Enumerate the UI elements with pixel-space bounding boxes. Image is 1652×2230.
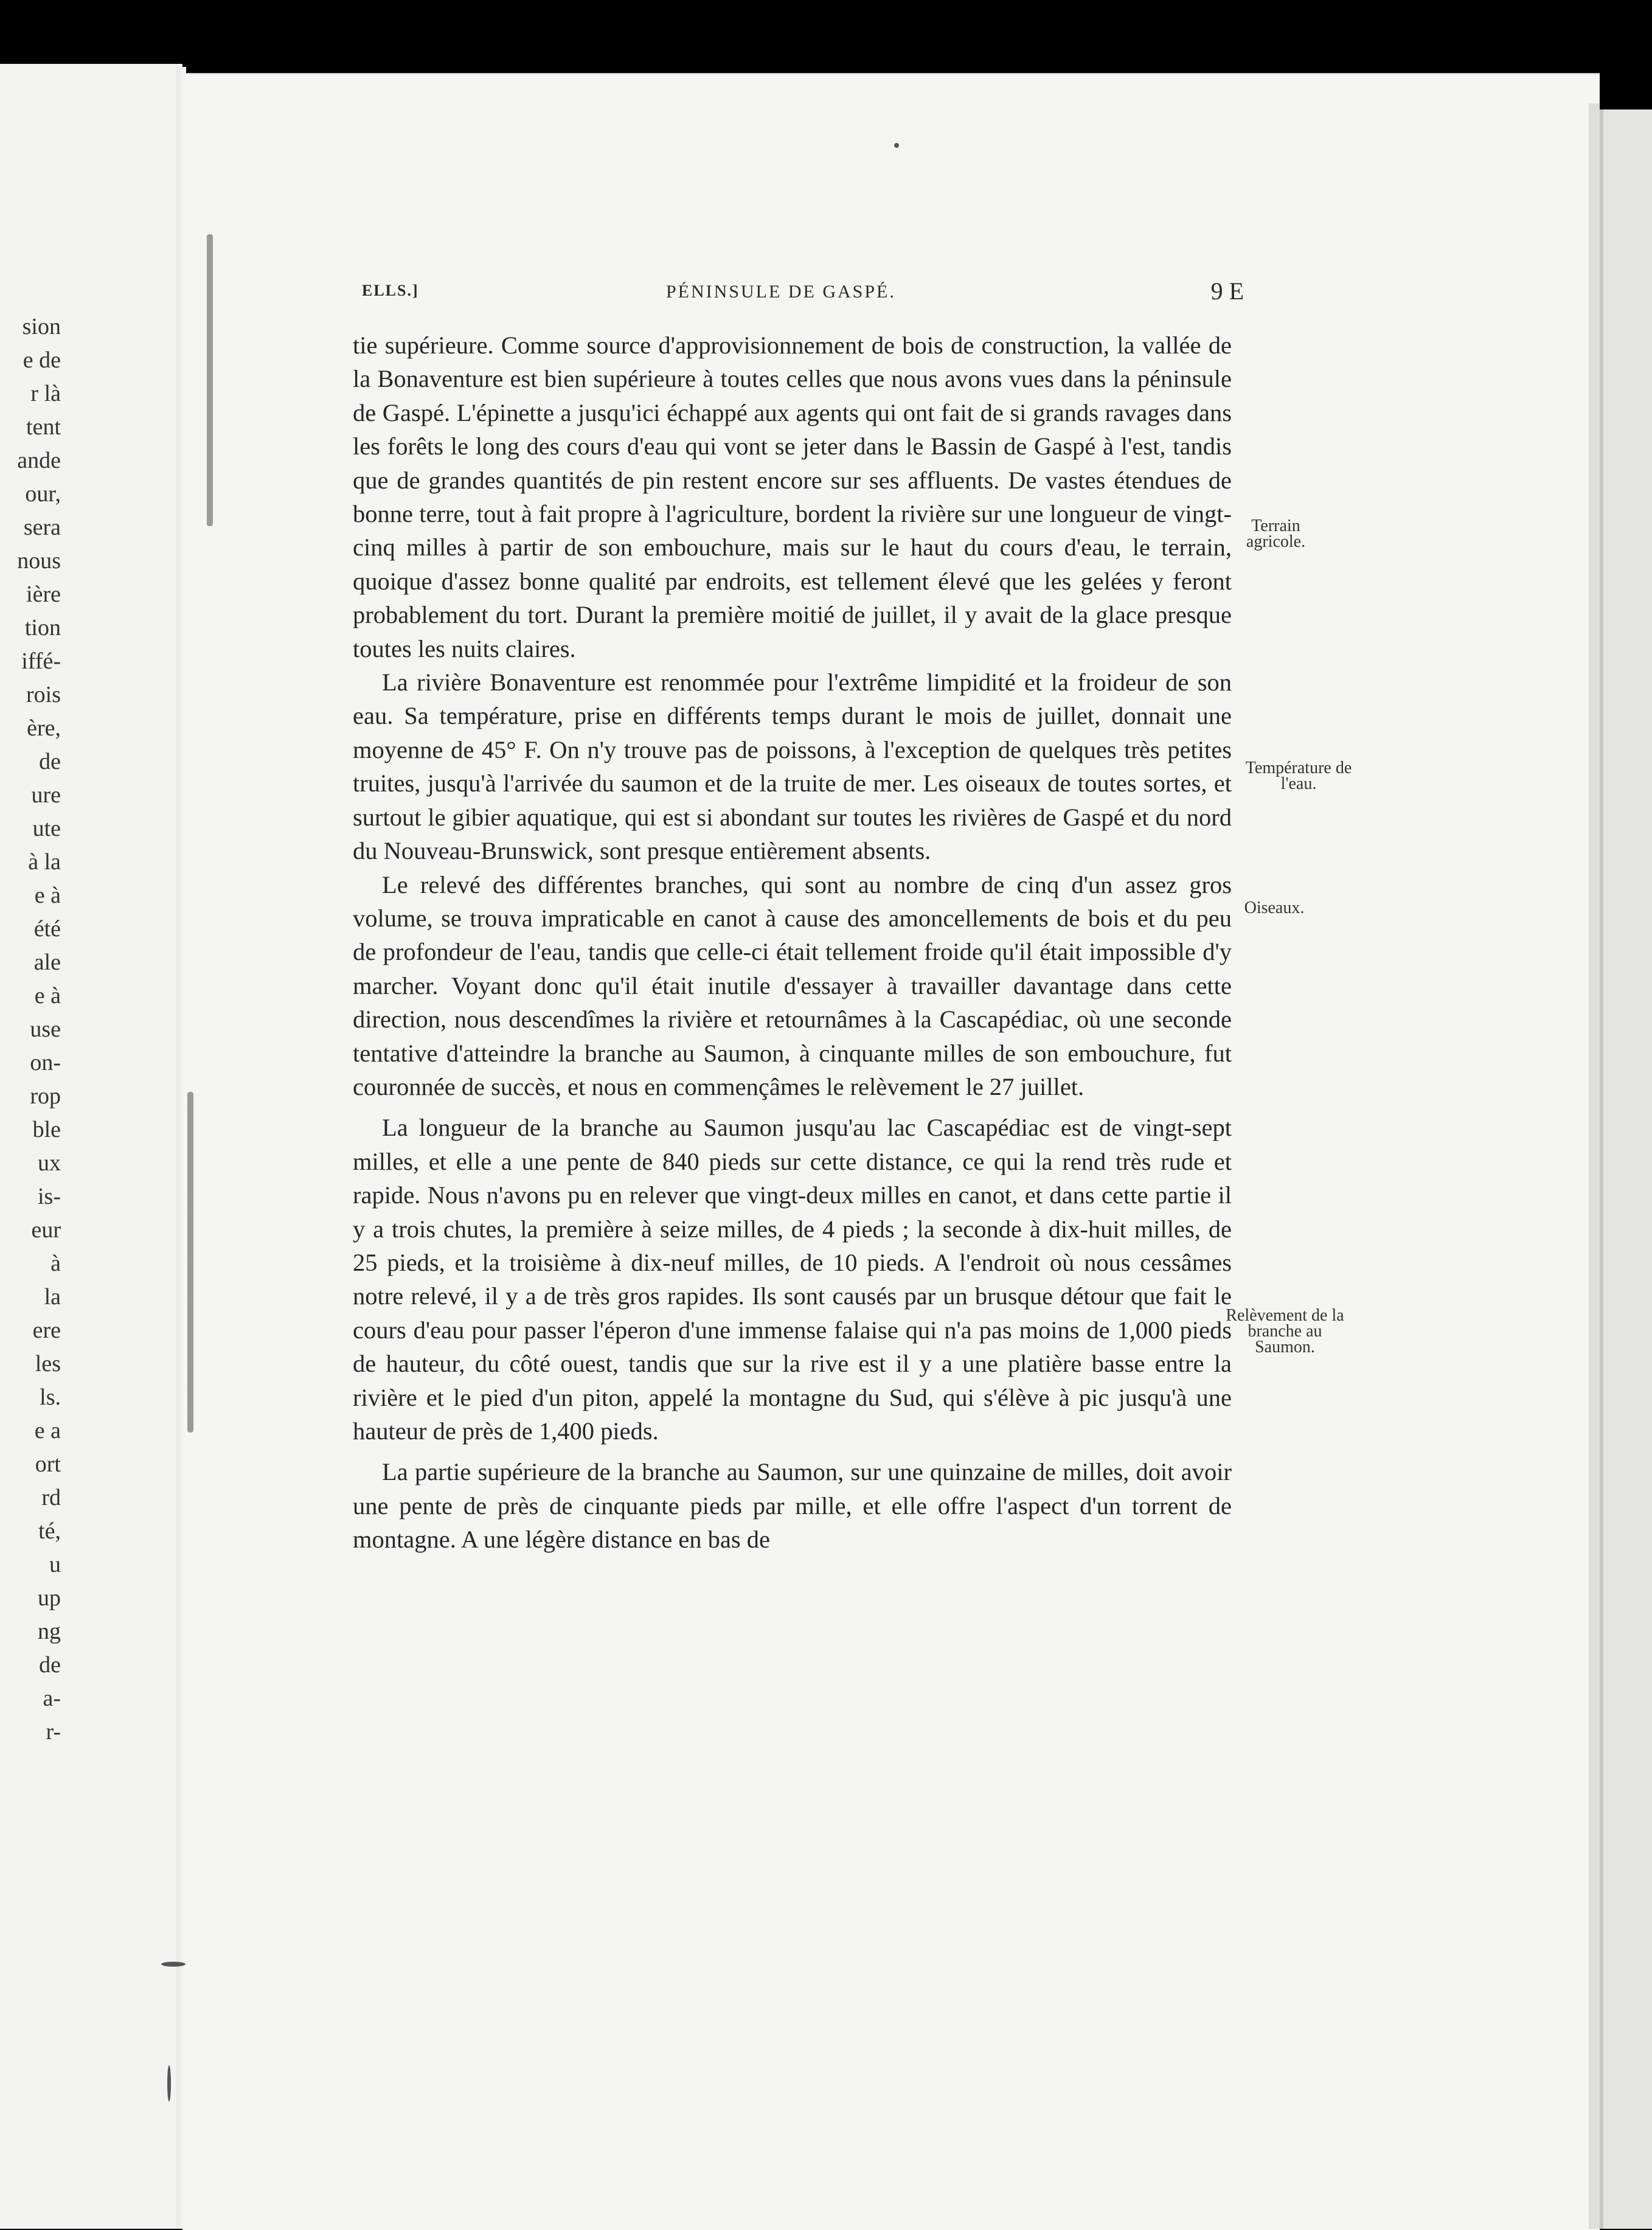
running-head — [362, 277, 1244, 307]
page-stack-edge — [1589, 103, 1600, 2229]
left-page-fragment: sion — [22, 314, 61, 339]
left-page-fragment: ere — [32, 1318, 61, 1343]
left-page-fragment: ort — [35, 1451, 61, 1477]
left-page-fragment: tion — [24, 615, 61, 641]
left-page-fragment: ère, — [27, 715, 61, 741]
margin-note-releve: Relèvement de la branche au Saumon. — [1226, 1306, 1344, 1356]
left-page-fragment: nous — [17, 548, 61, 574]
binding-mark — [187, 1092, 193, 1433]
running-head-author: ELLS.] — [362, 282, 419, 299]
left-page-fragment: e de — [23, 347, 61, 373]
left-page-fragment: à — [50, 1251, 61, 1276]
left-page-fragment: à la — [28, 849, 61, 875]
left-page-fragment: les — [35, 1351, 61, 1377]
left-page-fragment: e a — [34, 1418, 61, 1443]
margin-note-terrain: Terrain agricole. — [1246, 516, 1306, 551]
paragraph-5: La partie supérieure de la branche au Saumon, sur une quinzaine de milles, doit avoir une pente de près de cinquante pieds par mille, et elle offre l'aspect d'un torrent de montagne. A une légère distance en bas de — [353, 1458, 1232, 1554]
paragraph-4: La longueur de la branche au Saumon jusqu'au lac Cascapédiac est de vingt-sept milles, et elle a une pente de 840 pieds sur cette distance, ce qui la rend très rude et rapide. Nous n'avons pu en relever que vingt-deux milles en canot, et dans cette partie il y a trois chutes, la première à seize milles, de 4 pieds ; la seconde à dix-huit milles, de 25 pieds, et la troisième à dix-neuf milles, de 10 pieds. A l'endroit où nous cessâmes notre relevé, il y a de très gros rapides. Ils sont causés par un brusque détour que fait le cours d'eau pour passer l'éperon d'une immense falaise qui n'a pas moins de 1,000 pieds de hauteur, du côté ouest, tandis que sur la rive est il y a une platière basse entre la rivière et le pied d'un piton, appelé la montagne du Sud, qui s'élève à pic jusqu'à une hauteur de près de 1,400 pieds. — [353, 1114, 1232, 1445]
left-page-fragment: iffé- — [21, 648, 61, 674]
left-page-fragments — [0, 310, 61, 1749]
left-page-fragment: up — [38, 1585, 61, 1611]
margin-note-oiseaux: Oiseaux. — [1244, 898, 1305, 917]
left-page-fragment: ande — [17, 448, 61, 473]
book-gutter — [176, 67, 186, 2229]
left-page-fragment: rd — [41, 1485, 61, 1510]
left-page-fragment: ng — [38, 1619, 61, 1644]
margin-note-temperature: Température de l'eau. — [1245, 759, 1352, 793]
left-page-fragment: de — [39, 749, 61, 774]
paragraph-1: tie supérieure. Comme source d'approvisionnement de bois de construction, la vallée de la Bonaventure est bien supérieure à toutes celles que nous avons vues dans la péninsule de Gaspé. L'épinette a jusqu'ici échappé aux agents qui ont fait de si grands ravages dans les forêts le long des cours d'eau qui vont se jeter dans le Bassin de Gaspé à l'est, tandis que de grandes quantités de pin restent encore sur ses affluents. De vastes étendues de bonne terre, tout à fait propre à l'agriculture, bordent la rivière sur une longueur de vingt-cinq milles à partir de son embouchure, mais sur le haut du cours d'eau, le terrain, quoique d'assez bonne qualité par endroits, est tellement élevé que les gelées y feront probablement du tort. Durant la première moitié de juillet, il y avait de la glace presque toutes les nuits claires. — [353, 332, 1232, 662]
left-page-fragment: ale — [33, 950, 61, 975]
left-page-fragment: de — [39, 1652, 61, 1678]
left-page-fragment: eur — [31, 1217, 61, 1243]
page-number: 9 E — [1210, 277, 1244, 305]
page-stack-edge-outer — [1600, 109, 1652, 2229]
scan-speck — [161, 1962, 186, 1967]
left-page-fragment: e à — [34, 983, 61, 1009]
left-page-fragment: rop — [30, 1083, 61, 1109]
left-page-fragment: été — [33, 916, 61, 942]
left-page-fragment: rois — [26, 682, 61, 707]
left-page-fragment: té, — [38, 1518, 61, 1544]
running-head-title: PÉNINSULE DE GASPÉ. — [666, 282, 896, 302]
left-page-fragment: our, — [25, 481, 61, 507]
binding-mark — [207, 234, 213, 526]
left-page-fragment: ute — [32, 816, 61, 841]
scan-speck — [167, 2065, 171, 2102]
body-text — [353, 328, 1232, 1557]
left-page-fragment: ure — [31, 782, 61, 808]
left-page-fragment: la — [44, 1284, 61, 1310]
left-page-fragment: is- — [38, 1184, 61, 1209]
left-page-fragment: r là — [30, 381, 61, 406]
paragraph-3: Le relevé des différentes branches, qui sont au nombre de cinq d'un assez gros volume, se trouva impraticable en canot à cause des amoncellements de bois et du peu de profondeur de l'eau, tandis que celle-ci était tellement froide qu'il était impossible d'y marcher. Voyant donc qu'il était inutile d'essayer à travailler davantage dans cette direction, nous descendîmes la rivière et retournâmes à la Cascapédiac, où une seconde tentative d'atteindre la branche au Saumon, à cinquante milles de son embouchure, fut couronnée de succès, et nous en commençâmes le relèvement le 27 juillet. — [353, 870, 1232, 1100]
left-page-fragment: ble — [32, 1117, 61, 1142]
left-page-fragment: use — [30, 1016, 61, 1042]
left-page-fragment: ière — [26, 582, 61, 607]
left-page-fragment: e à — [34, 883, 61, 908]
left-page-fragment: tent — [26, 414, 61, 440]
left-page-fragment: r- — [46, 1719, 61, 1745]
left-page-fragment: sera — [23, 515, 61, 540]
left-page-fragment: ls. — [40, 1384, 61, 1410]
scan-speck — [894, 143, 899, 148]
left-page-fragment: ux — [38, 1150, 61, 1176]
left-page-fragment: on- — [30, 1050, 61, 1075]
left-page-fragment: a- — [43, 1686, 61, 1711]
left-page-fragment: u — [49, 1552, 61, 1577]
paragraph-2: La rivière Bonaventure est renommée pour l'extrême limpidité et la froideur de son eau. Sa température, prise en différents temps durant le mois de juillet, donnait une moyenne de 45° F. On n'y trouve pas de poissons, à l'exception de quelques très petites truites, jusqu'à l'arrivée du saumon et de la truite de mer. Les oiseaux de toutes sortes, et surtout le gibier aquatique, qui est si abondant sur toutes les rivières de Gaspé et du nord du Nouveau-Brunswick, sont presque entièrement absents. — [353, 669, 1232, 865]
